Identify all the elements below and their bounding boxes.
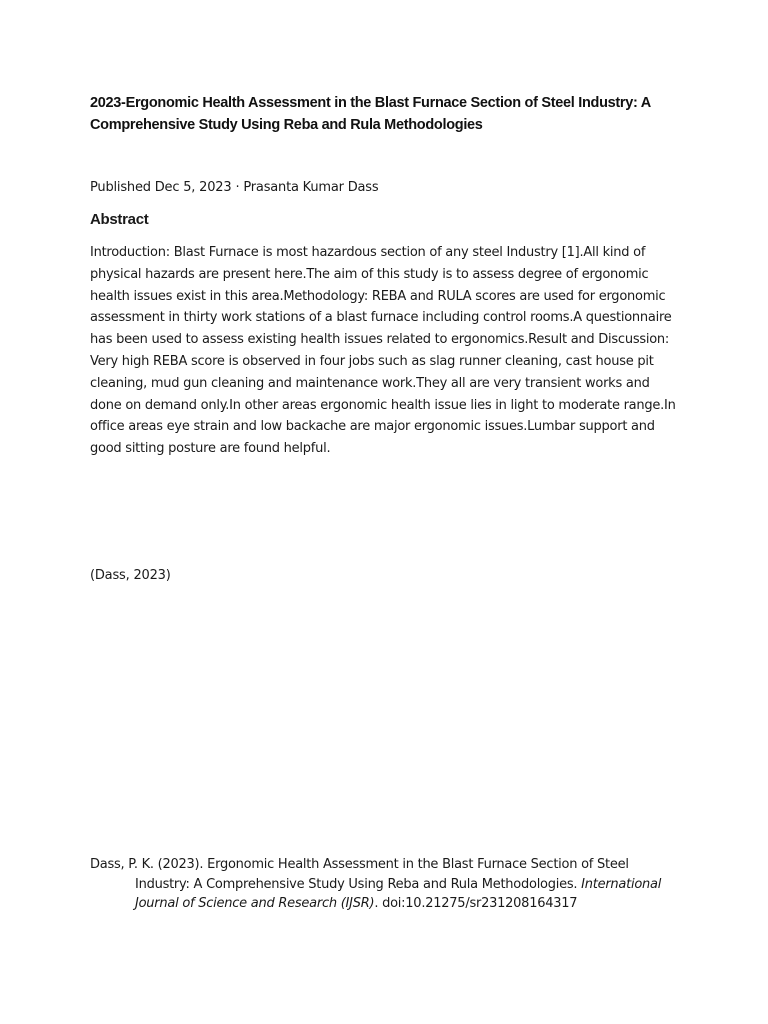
abstract-body: Introduction: Blast Furnace is most hazardous section of any steel Industry [1].All kind of physical hazards are present here.The aim of this study is to assess degree of ergonomic health issues exist in this area.Methodology: REBA and RULA scores are used for ergonomic assessment in thirty work stations of a blast furnace including control rooms.A questionnaire has been used to assess existing health issues related to ergonomics.Result and Discussion: Very high REBA score is observed in four jobs such as slag runner cleaning, cast house pit cleaning, mud gun cleaning and maintenance work.They all are very transient works and done on demand only.In other areas ergonomic health issue lies in light to moderate range.In office areas eye strain and low backache are major ergonomic issues.Lumbar support and good sitting posture are found helpful. xyxy=(90,245,676,457)
byline-separator: · xyxy=(235,180,240,195)
author-name: Prasanta Kumar Dass xyxy=(243,180,379,195)
intext-citation: (Dass, 2023) xyxy=(90,568,171,583)
published-date: Published Dec 5, 2023 xyxy=(90,180,232,195)
reference-doi: . doi:10.21275/sr231208164317 xyxy=(374,896,578,911)
reference-authors-title: Dass, P. K. (2023). Ergonomic Health Assessment in the Blast Furnace Section of Steel Industry: A Comprehensive Study Using Reba and Rula Methodologies. xyxy=(90,857,629,892)
reference-journal: International Journal of Science and Research (IJSR) xyxy=(135,876,662,911)
byline xyxy=(90,179,378,197)
abstract-heading: Abstract xyxy=(90,211,149,228)
document-title: 2023-Ergonomic Health Assessment in the Blast Furnace Section of Steel Industry: A Comprehensive Study Using Reba and Rula Methodologies xyxy=(90,95,651,133)
reference-entry xyxy=(90,855,685,914)
